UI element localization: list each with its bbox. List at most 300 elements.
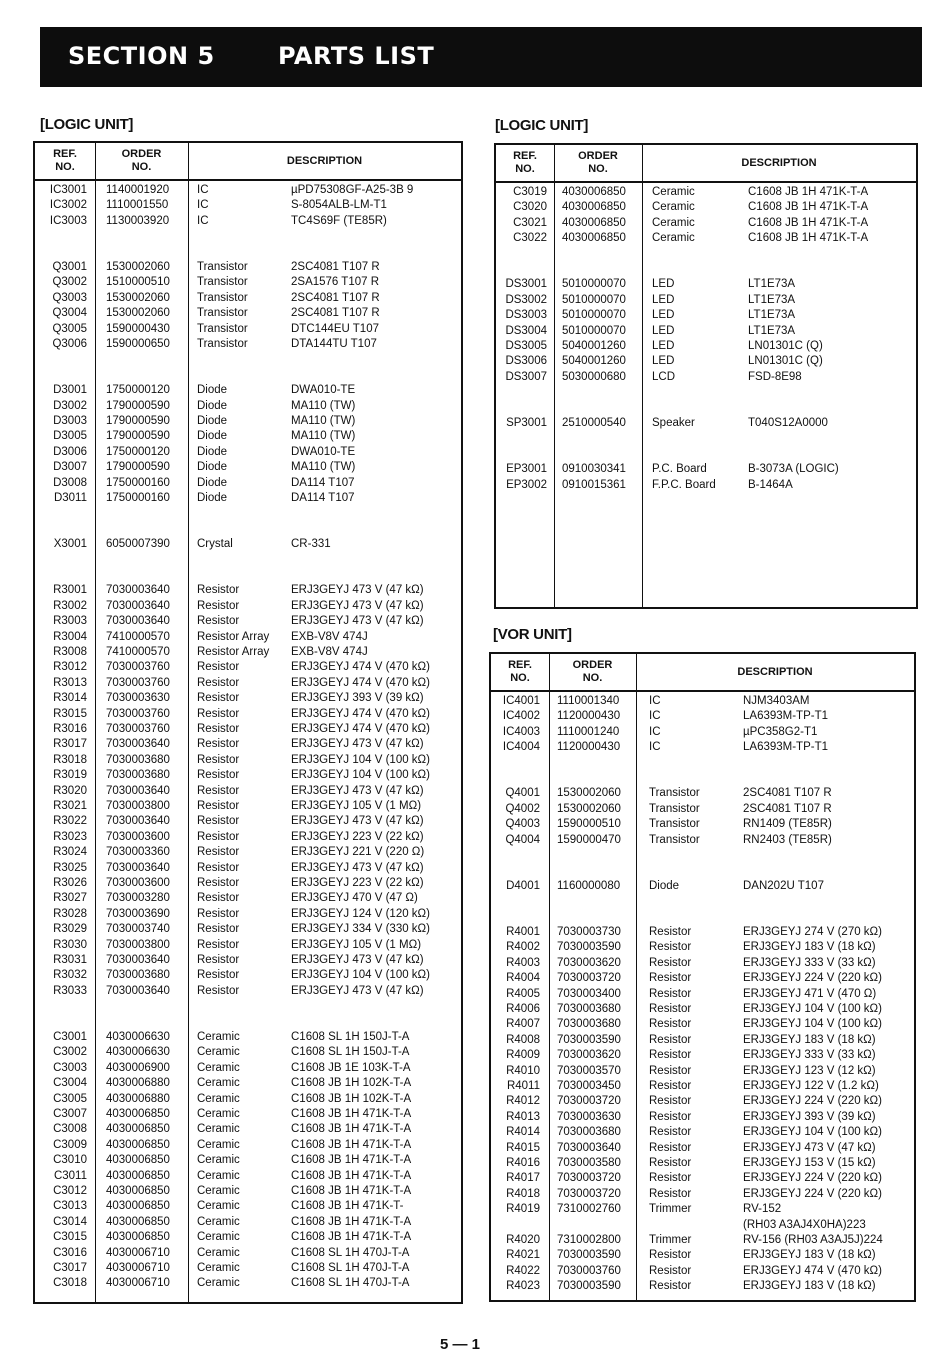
part-type: Ceramic <box>197 1061 240 1074</box>
order-no: 4030006630 <box>106 1031 170 1043</box>
part-description: ERJ3GEYJ 183 V (18 kΩ) <box>743 1280 876 1293</box>
part-description: ERJ3GEYJ 473 V (47 kΩ) <box>291 784 424 797</box>
part-description: ERJ3GEYJ 473 V (47 kΩ) <box>291 584 424 597</box>
part-description: S-8054ALB-LM-T1 <box>291 199 387 212</box>
table-row <box>35 614 461 629</box>
ref-no: R3014 <box>53 692 87 705</box>
part-description: C1608 JB 1H 471K-T-A <box>291 1138 412 1151</box>
part-description: ERJ3GEYJ 474 V (470 kΩ) <box>291 723 430 735</box>
part-description: LT1E73A <box>748 278 796 291</box>
ref-no: DS3005 <box>505 340 547 352</box>
ref-no: R3003 <box>53 615 87 628</box>
order-no: 4030006710 <box>106 1277 170 1290</box>
table-row <box>35 229 461 244</box>
order-no: 1790000590 <box>106 415 170 427</box>
part-description: C1608 SL 1H 150J-T-A <box>291 1046 410 1059</box>
table-row <box>35 1184 461 1199</box>
ref-no: R4014 <box>506 1126 540 1139</box>
table-row <box>35 1138 461 1153</box>
order-no: 7030003570 <box>557 1064 621 1077</box>
table-row <box>35 1045 461 1060</box>
ref-no: D3006 <box>53 445 87 458</box>
part-type: Resistor Array <box>197 630 270 643</box>
order-no: 7030003680 <box>106 753 170 766</box>
part-type: Resistor <box>649 1187 692 1200</box>
ref-no-header <box>496 145 554 181</box>
order-no: 4030006850 <box>106 1108 170 1120</box>
table-row <box>491 802 914 817</box>
order-no: 7030003640 <box>106 784 170 797</box>
ref-no: R4010 <box>506 1064 540 1077</box>
order-no: 1590000510 <box>557 818 621 831</box>
part-type: Ceramic <box>652 186 695 198</box>
table-row <box>491 1279 914 1294</box>
part-description: ERJ3GEYJ 470 V (47 Ω) <box>291 892 418 905</box>
part-type: Resistor <box>197 753 240 766</box>
ref-no: C3011 <box>53 1169 87 1182</box>
part-type: Ceramic <box>197 1262 240 1274</box>
part-description: DWA010-TE <box>291 384 356 397</box>
ref-no: DS3003 <box>505 309 547 322</box>
part-type: Ceramic <box>197 1185 240 1197</box>
ref-no: C3015 <box>53 1231 87 1244</box>
order-no: 4030006900 <box>106 1061 170 1074</box>
part-description: ERJ3GEYJ 334 V (330 kΩ) <box>291 923 430 936</box>
order-no: 1750000120 <box>106 445 170 458</box>
ref-header-line2: NO. <box>510 672 530 684</box>
table-row <box>491 1202 914 1217</box>
table-row <box>496 262 916 277</box>
part-description: 2SC4081 T107 R <box>291 307 380 320</box>
part-description: 2SC4081 T107 R <box>291 261 380 273</box>
order-no: 1120000430 <box>557 741 621 754</box>
part-description: B-1464A <box>748 478 793 491</box>
part-description: 2SC4081 T107 R <box>291 291 380 304</box>
table-row <box>35 799 461 814</box>
ref-no: Q4002 <box>505 802 540 815</box>
ref-no: Q3003 <box>52 291 87 304</box>
table-row <box>496 416 916 431</box>
ref-no: R4012 <box>506 1095 540 1108</box>
part-type: Resistor <box>649 1064 692 1077</box>
part-type: LED <box>652 309 675 322</box>
ref-no: C3008 <box>53 1123 87 1136</box>
table-row <box>35 537 461 552</box>
order-no: 4030006850 <box>106 1123 170 1136</box>
part-type: Ceramic <box>197 1246 240 1259</box>
table-row <box>35 722 461 737</box>
part-description: RN1409 (TE85R) <box>743 818 832 831</box>
part-type: Ceramic <box>197 1200 240 1213</box>
ref-no: DS3002 <box>505 293 547 306</box>
ref-no: R3015 <box>53 707 87 720</box>
ref-no: R3017 <box>53 738 87 751</box>
table-row <box>35 476 461 491</box>
ref-no: R3018 <box>53 753 87 766</box>
table-row <box>35 414 461 429</box>
table-row <box>491 725 914 740</box>
part-type: Ceramic <box>197 1277 240 1290</box>
part-description: ERJ3GEYJ 473 V (47 kΩ) <box>291 815 424 828</box>
ref-no: R4006 <box>506 1003 540 1015</box>
part-type: Resistor <box>197 877 240 889</box>
part-description: EXB-V8V 474J <box>291 646 368 658</box>
table-row <box>491 709 914 724</box>
page-number: 5 — 1 <box>440 1336 481 1353</box>
order-no: 1110001340 <box>557 695 620 707</box>
table-row <box>496 324 916 339</box>
ref-header-line2: NO. <box>515 163 535 175</box>
part-description: CR-331 <box>291 538 331 551</box>
order-no-header <box>95 143 188 179</box>
ref-no: R4005 <box>506 987 540 1000</box>
order-no: 4030006850 <box>106 1200 170 1213</box>
part-description: ERJ3GEYJ 224 V (220 kΩ) <box>743 1095 882 1108</box>
part-description: C1608 JB 1H 102K-T-A <box>291 1092 412 1105</box>
part-type: Diode <box>197 445 228 458</box>
order-no: 1530002060 <box>557 787 621 800</box>
ref-no: Q4001 <box>505 787 540 800</box>
part-type: Resistor <box>649 1003 692 1015</box>
part-type: Resistor <box>197 938 240 951</box>
part-type: Diode <box>197 461 228 474</box>
table-row <box>496 447 916 462</box>
part-description: C1608 SL 1H 470J-T-A <box>291 1262 410 1274</box>
order-header-line1: ORDER <box>121 148 162 160</box>
ref-no: R3024 <box>53 846 87 859</box>
order-no: 7030003760 <box>106 661 170 674</box>
part-type: LED <box>652 278 675 291</box>
ref-no: D3001 <box>53 384 87 397</box>
part-description: LN01301C (Q) <box>748 355 823 368</box>
table-row <box>491 1002 914 1017</box>
table-row <box>35 1061 461 1076</box>
order-no: 1790000590 <box>106 399 170 412</box>
part-type: Ceramic <box>197 1231 240 1244</box>
ref-no: Q4004 <box>505 833 540 846</box>
part-description: µPC358G2-T1 <box>743 725 818 738</box>
order-no: 4030006850 <box>106 1138 170 1151</box>
part-type: Transistor <box>197 291 248 304</box>
table-row <box>35 768 461 783</box>
ref-no: C3020 <box>513 201 547 214</box>
order-no: 1750000160 <box>106 492 170 504</box>
part-type: LED <box>652 340 675 352</box>
part-type: Resistor <box>649 972 692 985</box>
order-no: 7030003760 <box>557 1264 621 1277</box>
part-type: Ceramic <box>197 1031 240 1043</box>
order-no: 2510000540 <box>562 417 626 429</box>
part-type: Ceramic <box>197 1169 240 1182</box>
part-type: Trimmer <box>649 1234 692 1246</box>
table-row <box>35 922 461 937</box>
part-type: Resistor <box>197 830 240 843</box>
table-row <box>35 522 461 537</box>
ref-no: Q3005 <box>52 322 87 335</box>
table-row <box>35 460 461 475</box>
table-row <box>491 1048 914 1063</box>
ref-no: C3022 <box>513 232 547 245</box>
table-row <box>496 231 916 246</box>
table-row <box>35 1030 461 1045</box>
part-type: Resistor <box>197 954 240 966</box>
table-row <box>35 784 461 799</box>
order-no: 4030006710 <box>106 1246 170 1259</box>
ref-no: Q3006 <box>52 338 87 350</box>
ref-no: C3003 <box>53 1061 87 1074</box>
part-type: Transistor <box>649 833 700 846</box>
table-header <box>35 143 461 181</box>
ref-no: IC3003 <box>49 214 87 227</box>
ref-no: SP3001 <box>506 417 547 429</box>
ref-no: IC3001 <box>49 184 87 196</box>
part-type: Transistor <box>649 802 700 815</box>
ref-no: R4008 <box>506 1033 540 1046</box>
table-row <box>35 1015 461 1030</box>
part-type: Resistor <box>649 1126 692 1139</box>
part-type: Diode <box>197 492 228 504</box>
part-type: Resistor <box>197 676 240 689</box>
order-header-line2: NO. <box>582 672 603 684</box>
table-row <box>491 879 914 894</box>
part-type: Resistor <box>197 738 240 751</box>
ref-no: R3004 <box>53 630 87 643</box>
part-description: ERJ3GEYJ 393 V (39 kΩ) <box>743 1110 876 1123</box>
part-description: ERJ3GEYJ 333 V (33 kΩ) <box>743 956 876 969</box>
table-row <box>35 876 461 891</box>
table-row <box>496 462 916 477</box>
part-type: Resistor <box>649 1049 692 1062</box>
ref-no: D3007 <box>53 461 87 474</box>
part-type: Resistor <box>649 1080 692 1092</box>
ref-no: DS3007 <box>505 370 547 383</box>
table-header <box>491 654 914 692</box>
order-no-header <box>549 654 636 690</box>
order-no: 7030003630 <box>557 1110 621 1123</box>
order-no: 7030003640 <box>557 1141 621 1154</box>
part-type: Ceramic <box>197 1138 240 1151</box>
table-row <box>35 1153 461 1168</box>
part-description: ERJ3GEYJ 183 V (18 kΩ) <box>743 941 876 954</box>
part-type: Resistor <box>197 769 240 782</box>
order-no: 4030006850 <box>562 232 626 245</box>
part-description: C1608 JB 1H 471K-T-A <box>291 1169 412 1182</box>
part-description: LA6393M-TP-T1 <box>743 710 829 723</box>
order-no: 7030003680 <box>106 769 170 782</box>
part-type: Resistor <box>197 861 240 874</box>
part-description: C1608 JB 1E 103K-T-A <box>291 1061 411 1074</box>
part-description: C1608 JB 1H 471K-T-A <box>748 201 869 214</box>
ref-no: R3027 <box>53 892 87 905</box>
ref-no: R4009 <box>506 1049 540 1062</box>
part-description: ERJ3GEYJ 274 V (270 kΩ) <box>743 926 882 938</box>
part-description: ERJ3GEYJ 473 V (47 kΩ) <box>291 984 424 997</box>
table-row <box>496 385 916 400</box>
table-row <box>35 861 461 876</box>
ref-no: C3021 <box>513 216 547 229</box>
part-type: Resistor <box>197 815 240 828</box>
order-no: 7030003580 <box>557 1157 621 1169</box>
table-row <box>496 431 916 446</box>
order-no: 1120000430 <box>557 710 621 723</box>
part-type: IC <box>649 741 661 754</box>
ref-no: R3028 <box>53 907 87 920</box>
part-type: Resistor <box>197 784 240 797</box>
order-no: 7030003680 <box>557 1003 621 1015</box>
table-row <box>491 786 914 801</box>
part-type: Ceramic <box>197 1215 240 1228</box>
part-type: P.C. Board <box>652 463 707 476</box>
table-row <box>491 833 914 848</box>
table-row <box>491 1218 914 1233</box>
part-description: C1608 JB 1H 471K-T-A <box>748 232 869 245</box>
part-description: C1608 SL 1H 470J-T-A <box>291 1277 410 1290</box>
section-title: PARTS LIST <box>278 42 435 70</box>
ref-no: R3032 <box>53 969 87 982</box>
ref-header-line1: REF. <box>513 150 537 162</box>
part-type: Transistor <box>197 322 248 335</box>
part-description: LN01301C (Q) <box>748 340 823 352</box>
part-type: Ceramic <box>197 1123 240 1136</box>
ref-no: R4001 <box>506 926 540 938</box>
table-row <box>491 1156 914 1171</box>
table-row <box>35 1107 461 1122</box>
part-description: ERJ3GEYJ 474 V (470 kΩ) <box>743 1264 882 1277</box>
part-type: LED <box>652 355 675 368</box>
table-row <box>35 599 461 614</box>
ref-no: C3016 <box>53 1246 87 1259</box>
table-row <box>496 339 916 354</box>
part-type: Resistor <box>197 599 240 612</box>
order-no: 7410000570 <box>106 630 170 643</box>
section-banner <box>40 27 922 87</box>
part-description: ERJ3GEYJ 333 V (33 kΩ) <box>743 1049 876 1062</box>
table-row <box>35 645 461 660</box>
order-no: 1530002060 <box>106 307 170 320</box>
part-description: DA114 T107 <box>291 492 355 504</box>
order-no: 1590000470 <box>557 833 621 846</box>
table-row <box>496 370 916 385</box>
part-description: ERJ3GEYJ 223 V (22 kΩ) <box>291 877 424 889</box>
part-description: B-3073A (LOGIC) <box>748 463 839 476</box>
part-type: Resistor <box>649 1141 692 1154</box>
description-header: DESCRIPTION <box>741 156 817 169</box>
order-no: 7410000570 <box>106 646 170 658</box>
table-row <box>35 1169 461 1184</box>
table-row <box>35 907 461 922</box>
table-row <box>496 247 916 262</box>
part-description: MA110 (TW) <box>291 461 356 474</box>
part-description: LT1E73A <box>748 324 796 337</box>
table-row <box>491 940 914 955</box>
part-type: Resistor <box>649 1095 692 1108</box>
part-description: DTA144TU T107 <box>291 338 377 350</box>
ref-no: R3031 <box>53 954 87 966</box>
part-description: C1608 JB 1H 471K-T-A <box>291 1215 412 1228</box>
table-row <box>35 583 461 598</box>
order-no: 7030003640 <box>106 599 170 612</box>
part-type: LED <box>652 324 675 337</box>
ref-no: R3025 <box>53 861 87 874</box>
ref-no: R4015 <box>506 1141 540 1154</box>
ref-no: R4018 <box>506 1187 540 1200</box>
ref-no: DS3001 <box>505 278 547 291</box>
table-row <box>35 306 461 321</box>
table-row <box>35 553 461 568</box>
order-no: 4030006850 <box>562 216 626 229</box>
section-number: SECTION 5 <box>68 42 215 70</box>
part-type: IC <box>197 184 209 196</box>
ref-no: R4023 <box>506 1280 540 1293</box>
part-description: ERJ3GEYJ 153 V (15 kΩ) <box>743 1157 876 1169</box>
table-row <box>491 1141 914 1156</box>
ref-no: X3001 <box>53 538 87 551</box>
table-row <box>35 891 461 906</box>
part-type: Resistor <box>649 1033 692 1046</box>
part-description: ERJ3GEYJ 224 V (220 kΩ) <box>743 972 882 985</box>
part-type: Resistor <box>197 892 240 905</box>
part-type: Transistor <box>197 261 248 273</box>
ref-no: Q3004 <box>52 307 87 320</box>
order-no: 7030003640 <box>106 861 170 874</box>
table-row <box>35 830 461 845</box>
ref-no: R4011 <box>506 1080 540 1092</box>
order-no: 4030006850 <box>562 201 626 214</box>
ref-no: IC4001 <box>502 695 540 707</box>
ref-no: R3022 <box>53 815 87 828</box>
table-row <box>35 938 461 953</box>
part-type: Speaker <box>652 417 695 429</box>
order-no: 1790000590 <box>106 461 170 474</box>
order-no: 5010000070 <box>562 309 626 322</box>
part-type: Transistor <box>649 787 700 800</box>
table-row <box>491 1171 914 1186</box>
order-no: 7030003740 <box>106 923 170 936</box>
order-no: 7030003720 <box>557 1095 621 1108</box>
part-description: ERJ3GEYJ 123 V (12 kΩ) <box>743 1064 876 1077</box>
table-row <box>491 1017 914 1032</box>
order-no: 7030003640 <box>106 738 170 751</box>
part-description: (RH03 A3AJ4X0HA)223 <box>743 1218 866 1231</box>
table-header <box>496 145 916 183</box>
order-no: 7030003630 <box>106 692 170 705</box>
part-type: Resistor <box>197 846 240 859</box>
ref-no: C3004 <box>53 1077 87 1090</box>
table-row <box>35 660 461 675</box>
table-row <box>35 445 461 460</box>
ref-no: EP3001 <box>506 463 547 476</box>
table-row <box>496 478 916 493</box>
part-type: Resistor <box>197 661 240 674</box>
ref-no: R3021 <box>53 800 87 812</box>
table-row <box>491 1110 914 1125</box>
table-row <box>35 1215 461 1230</box>
part-type: IC <box>649 710 661 723</box>
logic-unit-parts-table <box>33 141 463 1304</box>
table-row <box>35 322 461 337</box>
description-header: DESCRIPTION <box>737 665 813 678</box>
order-no: 7030003600 <box>106 877 170 889</box>
part-description: RN2403 (TE85R) <box>743 833 832 846</box>
ref-no: R3026 <box>53 877 87 889</box>
part-description: C1608 JB 1H 471K-T-A <box>291 1231 412 1244</box>
order-no: 1750000160 <box>106 476 170 489</box>
order-no: 7030003450 <box>557 1080 621 1092</box>
order-header-line2: NO. <box>131 161 152 173</box>
part-type: Diode <box>197 476 228 489</box>
table-row <box>35 337 461 352</box>
part-description: ERJ3GEYJ 221 V (220 Ω) <box>291 846 425 859</box>
